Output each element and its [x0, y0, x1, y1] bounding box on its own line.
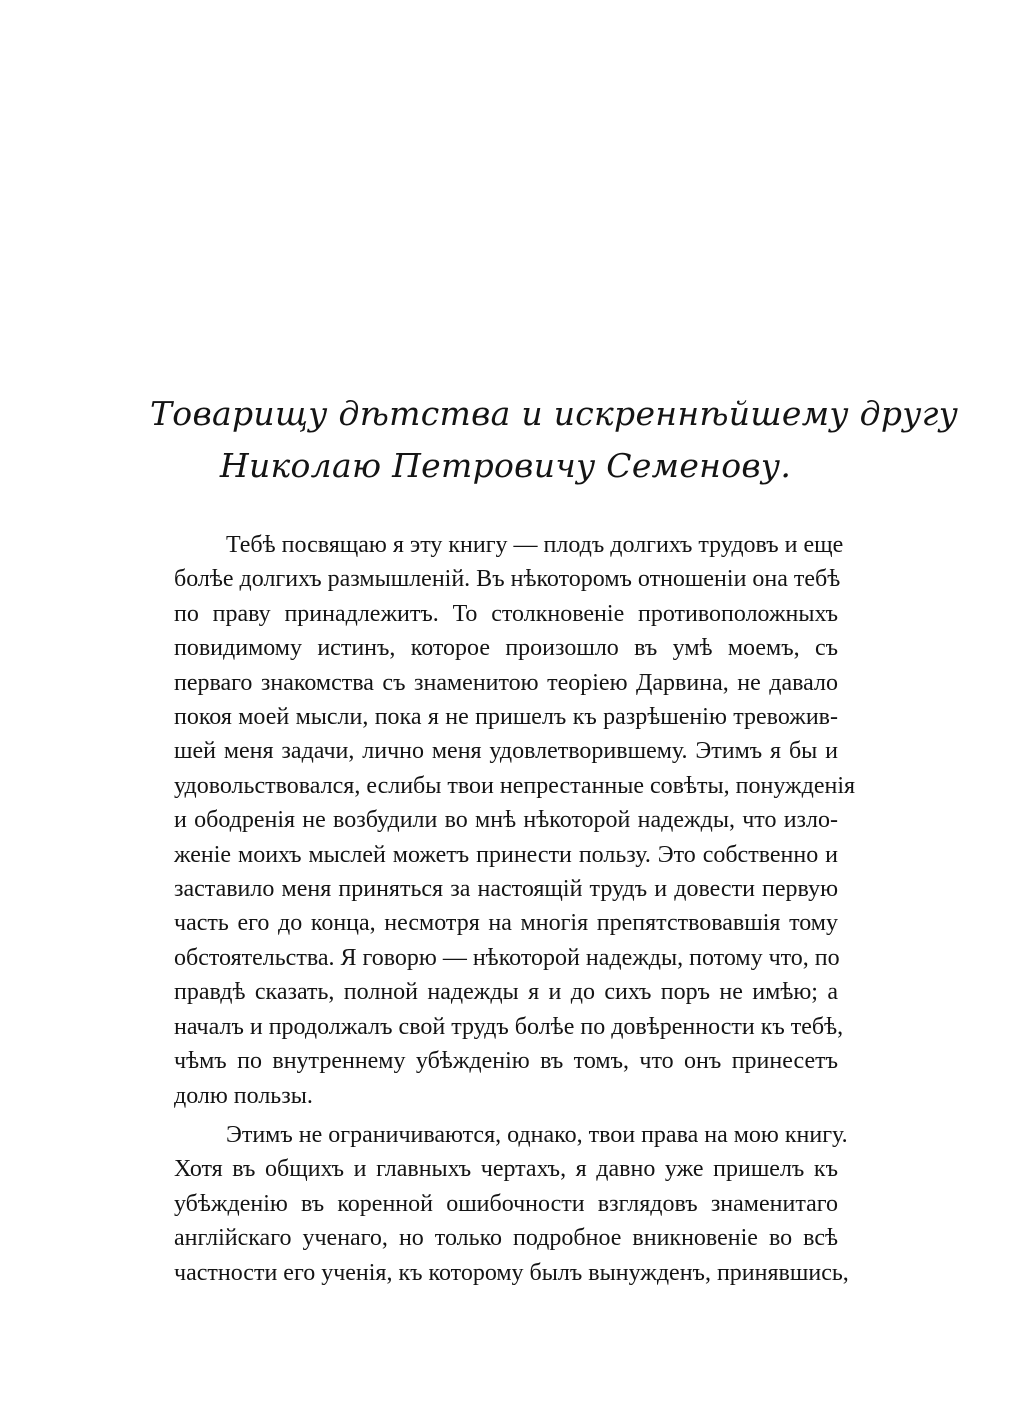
- text-line: долю пользы.: [174, 1082, 313, 1109]
- text-line: Хотя въ общихъ и главныхъ чертахъ, я давно уже пришелъ къ: [174, 1156, 838, 1183]
- text-line: заставило меня приняться за настоящій трудъ и довести первую: [174, 876, 838, 903]
- text-line: покоя моей мысли, пока я не пришелъ къ разрѣшенію тревожив-: [174, 704, 838, 731]
- text-line: частности его ученія, къ которому былъ вынужденъ, принявшись,: [174, 1259, 849, 1286]
- dedication-line-1: Товарищу дѣтства и искреннѣйшему другу: [150, 394, 959, 433]
- text-line: по праву принадлежитъ. То столкновеніе противоположныхъ: [174, 600, 838, 627]
- text-line: чѣмъ по внутреннему убѣжденію въ томъ, что онъ принесетъ: [174, 1048, 838, 1075]
- paragraph-2: [174, 1118, 849, 1290]
- text-line: началъ и продолжалъ свой трудъ болѣе по довѣренности къ тебѣ,: [174, 1013, 844, 1040]
- text-line: правдѣ сказать, полной надежды я и до сихъ поръ не имѣю; а: [174, 979, 838, 1006]
- text-line: повидимому истинъ, которое произошло въ умѣ моемъ, съ: [174, 635, 838, 662]
- text-line: обстоятельства. Я говорю — нѣкоторой надежды, потому что, по: [174, 944, 840, 971]
- text-line: и ободренія не возбудили во мнѣ нѣкоторой надежды, что изло-: [174, 807, 838, 834]
- text-line: удовольствовался, еслибы твои непрестанные совѣты, понужденія: [174, 772, 856, 799]
- text-line: Этимъ не ограничиваются, однако, твои права на мою книгу.: [226, 1121, 848, 1148]
- text-line: убѣжденію въ коренной ошибочности взглядовъ знаменитаго: [174, 1190, 838, 1217]
- text-line: англійскаго ученаго, но только подробное вникновеніе во всѣ: [174, 1225, 838, 1252]
- text-line: болѣе долгихъ размышленій. Въ нѣкоторомъ отношеніи она тебѣ: [174, 566, 841, 593]
- body-text: [174, 528, 856, 1290]
- paragraph-1: [174, 528, 856, 1113]
- text-line: перваго знакомства съ знаменитою теоріею Дарвина, не давало: [174, 669, 838, 696]
- text-line: часть его до конца, несмотря на многія препятствовавшія тому: [174, 910, 838, 937]
- dedication-heading: [150, 388, 959, 492]
- text-line: шей меня задачи, лично меня удовлетворившему. Этимъ я бы и: [174, 738, 838, 765]
- text-line: Тебѣ посвящаю я эту книгу — плодъ долгихъ трудовъ и еще: [226, 532, 844, 558]
- text-line: женіе моихъ мыслей можетъ принести пользу. Это собственно и: [174, 841, 838, 868]
- dedication-line-2: Николаю Петровичу Семенову.: [219, 446, 792, 485]
